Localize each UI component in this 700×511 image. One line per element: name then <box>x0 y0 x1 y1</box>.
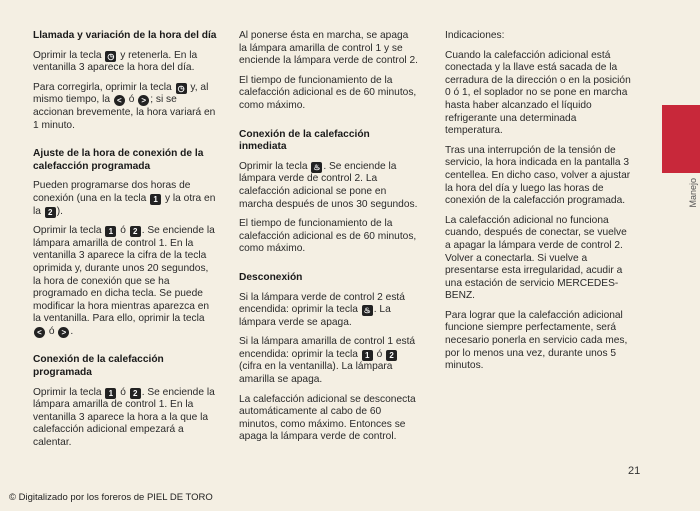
key-2-icon: 2 <box>45 207 56 218</box>
text: Oprimir la tecla <box>33 49 102 61</box>
text: ó <box>120 386 126 398</box>
paragraph: La calefacción adicional se desconecta automáticamente al cabo de 60 minutos, como máximo. Entonces se apaga la lámpara verde de control. <box>239 393 416 443</box>
paragraph <box>33 387 219 450</box>
forward-key-icon: > <box>138 95 149 106</box>
paragraph: La calefacción adicional no funciona cuando, después de conectar, se vuelve a apagar la lámpara verde de control 2. Volver a conectarla. Si vuelve a presentarse esta irregularidad, acudir a una estación de servicio MERCEDES-BENZ. <box>445 214 627 302</box>
key-1-icon: 1 <box>362 350 373 361</box>
paragraph <box>239 161 419 211</box>
heater-key-icon: ♨ <box>313 162 321 172</box>
paragraph: El tiempo de funcionamiento de la calefacción adicional es de 60 minutos, como máximo. <box>239 74 417 111</box>
text: Si la lámpara verde de control 2 está encendida: oprimir la tecla <box>239 291 405 316</box>
text: Si la lámpara amarilla de control 1 está encendida: oprimir la tecla <box>239 336 416 360</box>
clock-key-icon: ◷ <box>176 83 187 94</box>
text: ó <box>48 325 55 337</box>
text: y retenerla. En la ventanilla 3 aparece la hora del día. <box>33 49 198 74</box>
text: . Se enciende la lámpara amarilla de control 1. En la ventanilla 3 aparece la cifra de la tecla oprimida y, durante unos 20 segundos, la hora de conexión que se ha programado en dicha tecla. Se puede modificar la hora mientras aparezca en la ventanilla. Para ello, oprimir la tecla <box>33 225 215 325</box>
copyright-notice: © Digitalizado por los foreros de PIEL DE TORO <box>9 492 213 503</box>
back-key-icon: < <box>114 95 125 106</box>
paragraph <box>33 180 219 218</box>
section-tab <box>662 105 700 173</box>
heater-key-icon: ♨ <box>363 306 371 316</box>
text: . Se enciende la lámpara verde de control 2. La calefacción adicional se pone en marcha después de unos 30 segundos. <box>239 160 418 210</box>
text: Para corregirla, oprimir la tecla <box>33 81 172 93</box>
section-title: Conexión de la calefacción programada <box>33 354 164 379</box>
page-number: 21 <box>628 465 641 477</box>
section-title: Desconexión <box>239 271 303 283</box>
paragraph <box>239 292 419 330</box>
back-key-icon: < <box>34 327 45 338</box>
section-title: Conexión de la calefacción inmediata <box>239 128 370 153</box>
paragraph: El tiempo de funcionamiento de la calefacción adicional es de 60 minutos, como máximo. <box>239 218 417 255</box>
text: ó <box>128 94 135 106</box>
paragraph <box>239 336 419 386</box>
text: Oprimir la tecla <box>33 225 102 237</box>
text: Oprimir la tecla <box>33 386 102 398</box>
text: ). <box>56 205 64 217</box>
column-middle <box>239 30 419 451</box>
paragraph: Cuando la calefacción adicional está conectada y la llave está sacada de la cerradura de la dirección o en la posición 0 ó 1, el soplador no se pone en marcha hasta haber alcanzado el líquido refrigerante una determinada temperatura. <box>445 49 631 137</box>
key-2-icon: 2 <box>386 350 397 361</box>
text: Pueden programarse dos horas de conexión (una en la tecla <box>33 180 191 204</box>
text: y, al mismo tiempo, la <box>33 81 209 106</box>
key-1-icon: 1 <box>105 388 116 399</box>
clock-key-icon: ◷ <box>105 51 116 62</box>
paragraph: Para lograr que la calefacción adicional funcione siempre perfectamente, será necesario ponerla en servicio cada mes, por lo menos una vez, durante unos 5 minutos. <box>445 309 628 372</box>
key-1-icon: 1 <box>150 194 161 205</box>
text: ó <box>376 348 383 360</box>
key-1-icon: 1 <box>105 226 116 237</box>
text: (cifra en la ventanilla). La lámpara amarilla se apaga. <box>239 361 393 386</box>
paragraph: Tras una interrupción de la tensión de servicio, la hora indicada en la pantalla 3 centellea. En dicho caso, volver a ajustar la hora del día y luego las horas de conexión de la calefacción programada. <box>445 144 631 207</box>
section-title: Llamada y variación de la hora del día <box>33 30 217 41</box>
text: . La lámpara verde se apaga. <box>239 304 391 328</box>
key-2-icon: 2 <box>130 226 141 237</box>
text: y la otra en la <box>33 192 216 217</box>
paragraph <box>33 50 219 75</box>
key-2-icon: 2 <box>130 388 141 399</box>
column-right <box>445 30 635 380</box>
text: ó <box>120 225 126 237</box>
text: . Se enciende la lámpara amarilla de control 1. En la ventanilla 3 aparece la hora a la que la calefacción adicional empezará a calentar. <box>33 386 215 449</box>
notes-heading: Indicaciones: <box>445 30 505 41</box>
section-tab-label: Manejo <box>688 178 698 208</box>
column-left <box>33 30 219 457</box>
text: . <box>70 325 74 337</box>
paragraph: Al ponerse ésta en marcha, se apaga la lámpara amarilla de control 1 y se enciende la lámpara verde de control 2. <box>239 30 418 67</box>
text: Oprimir la tecla <box>239 160 308 172</box>
forward-key-icon: > <box>58 327 69 338</box>
text: ; si se accionan brevemente, la hora variará en 1 minuto. <box>33 94 216 131</box>
paragraph <box>33 225 219 338</box>
section-title: Ajuste de la hora de conexión de la calefacción programada <box>33 148 204 172</box>
paragraph <box>33 82 219 132</box>
